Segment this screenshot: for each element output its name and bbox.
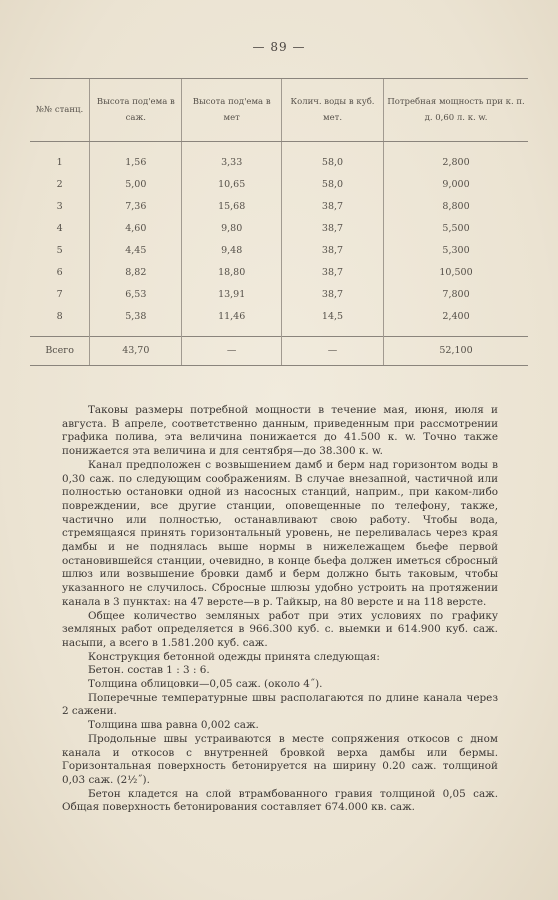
cell-total-height-m: — bbox=[182, 337, 282, 366]
header-height-m: Высота под'ема в мет bbox=[182, 79, 282, 142]
cell-height-m: 9,80 bbox=[182, 218, 282, 240]
header-power: Потребная мощность при к. п. д. 0,60 л. к. w. bbox=[384, 79, 528, 142]
cell-station: 1 bbox=[56, 157, 63, 168]
cell-power: 5,500 bbox=[384, 218, 528, 240]
cell-power: 5,300 bbox=[384, 240, 528, 262]
cell-water: 38,7 bbox=[281, 284, 383, 306]
cell-height-sazh: 4,45 bbox=[90, 240, 182, 262]
header-height-sazh: Высота под'ема в саж. bbox=[90, 79, 182, 142]
cell-height-sazh: 1,56 bbox=[90, 142, 182, 175]
paragraph: Поперечные температурные швы располагаются по длине канала через 2 сажени. bbox=[62, 691, 498, 718]
cell-height-sazh: 6,53 bbox=[90, 284, 182, 306]
cell-total-height-sazh: 43,70 bbox=[90, 337, 182, 366]
paragraph: Канал предположен с возвышением дамб и берм над горизонтом воды в 0,30 саж. по следующим соображениям. В случае внезапной, частичной или полностью остановки одной из насосных станций, наприм., при каком-либо повреждении, все другие станции, оповещенные по телефону, также, частично или полностью, останавливают свою работу. Чтобы вода, стремящаяся принять горизонтальный уровень, не переливалась через края дамбы и не поднялась выше нормы в нижележащем бьефе первой остановившейся станции, очевидно, в конце бьефа должен иметься сбросный шлюз или возвышение бровки дамб и берм должно быть таковым, чтобы указанного не случилось. Сбросные шлюзы удобно устроить на протяжении канала в 3 пунктах: на 47 версте—в р. Тайкыр, на 80 версте и на 118 версте. bbox=[62, 458, 498, 608]
cell-power: 2,400 bbox=[384, 306, 528, 337]
paragraph: Общее количество земляных работ при этих условиях по графику земляных работ определяется в 966.300 куб. с. выемки и 614.900 куб. саж. насыпи, а всего в 1.581.200 куб. саж. bbox=[62, 609, 498, 649]
cell-height-m: 11,46 bbox=[182, 306, 282, 337]
table-row bbox=[30, 174, 528, 196]
paragraph: Продольные швы устраиваются в месте сопряжения откосов с дном канала и откосов с внутренней бровкой верха дамбы или бермы. Горизонтальная поверхность бетонируется на ширину 0.20 саж. толщиной 0,03 саж. (2½˝). bbox=[62, 732, 498, 786]
cell-power: 7,800 bbox=[384, 284, 528, 306]
paragraph: Бетон. состав 1 : 3 : 6. bbox=[88, 664, 210, 677]
stations-table bbox=[30, 78, 528, 366]
table-row bbox=[30, 306, 528, 337]
cell-station: 7 bbox=[56, 289, 63, 300]
cell-water: 38,7 bbox=[281, 196, 383, 218]
cell-water: 58,0 bbox=[281, 142, 383, 175]
table-row bbox=[30, 196, 528, 218]
table-row bbox=[30, 284, 528, 306]
cell-total-label: Всего bbox=[30, 337, 90, 366]
cell-water: 14,5 bbox=[281, 306, 383, 337]
cell-water: 58,0 bbox=[281, 174, 383, 196]
cell-height-sazh: 5,00 bbox=[90, 174, 182, 196]
cell-height-m: 15,68 bbox=[182, 196, 282, 218]
cell-station: 5 bbox=[56, 245, 63, 256]
cell-station: 8 bbox=[56, 311, 63, 322]
table-row bbox=[30, 142, 528, 175]
paragraph: Таковы размеры потребной мощности в течение мая, июня, июля и августа. В апреле, соответственно данным, приведенным при рассмотрении графика полива, эта величина понижается до 41.500 к. w. Точно также понижается эта величина и для сентября—до 38.300 к. w. bbox=[62, 404, 498, 458]
table-row bbox=[30, 240, 528, 262]
paragraph: Бетон кладется на слой втрамбованного гравия толщиной 0,05 саж. Общая поверхность бетонирования составляет 674.000 кв. саж. bbox=[62, 787, 498, 814]
cell-height-sazh: 5,38 bbox=[90, 306, 182, 337]
cell-total-power: 52,100 bbox=[384, 337, 528, 366]
table-row bbox=[30, 262, 528, 284]
table-row bbox=[30, 218, 528, 240]
table-total-row bbox=[30, 337, 528, 366]
header-water: Колич. воды в куб. мет. bbox=[281, 79, 383, 142]
cell-height-sazh: 4,60 bbox=[90, 218, 182, 240]
cell-station: 2 bbox=[56, 179, 63, 190]
table-header-row bbox=[30, 79, 528, 142]
paragraph: Толщина облицовки—0,05 саж. (около 4˝). bbox=[88, 678, 323, 691]
cell-total-water: — bbox=[281, 337, 383, 366]
cell-water: 38,7 bbox=[281, 262, 383, 284]
cell-power: 10,500 bbox=[384, 262, 528, 284]
cell-water: 38,7 bbox=[281, 240, 383, 262]
cell-station: 6 bbox=[56, 267, 63, 278]
cell-power: 8,800 bbox=[384, 196, 528, 218]
cell-station: 3 bbox=[56, 201, 63, 212]
body-text bbox=[62, 404, 498, 815]
paragraph: Толщина шва равна 0,002 саж. bbox=[88, 719, 259, 732]
paragraph: Конструкция бетонной одежды принята следующая: bbox=[88, 650, 380, 663]
header-station: №№ станц. bbox=[30, 79, 90, 142]
cell-power: 9,000 bbox=[384, 174, 528, 196]
cell-power: 2,800 bbox=[384, 142, 528, 175]
cell-height-sazh: 7,36 bbox=[90, 196, 182, 218]
cell-height-m: 9,48 bbox=[182, 240, 282, 262]
cell-height-m: 3,33 bbox=[182, 142, 282, 175]
cell-height-sazh: 8,82 bbox=[90, 262, 182, 284]
cell-station: 4 bbox=[56, 223, 63, 234]
page-number: — 89 — bbox=[252, 40, 306, 54]
cell-water: 38,7 bbox=[281, 218, 383, 240]
cell-height-m: 13,91 bbox=[182, 284, 282, 306]
cell-height-m: 10,65 bbox=[182, 174, 282, 196]
cell-height-m: 18,80 bbox=[182, 262, 282, 284]
